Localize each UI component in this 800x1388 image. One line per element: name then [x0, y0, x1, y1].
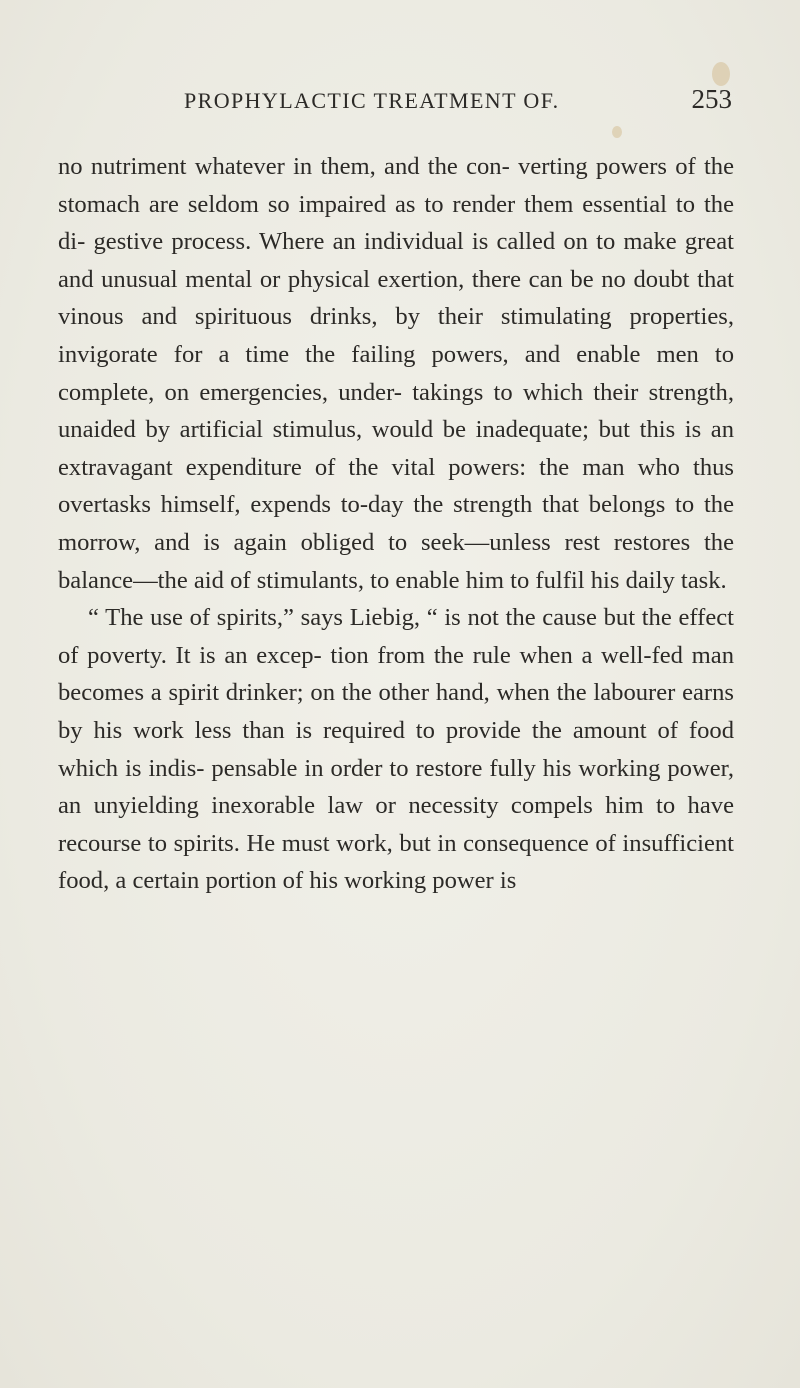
- page-number: 253: [691, 84, 732, 114]
- running-head: PROPHYLACTIC TREATMENT OF.: [184, 88, 560, 113]
- paper-stain: [612, 126, 622, 138]
- page-header: [140, 84, 732, 120]
- body-text: [58, 148, 734, 900]
- paper-stain: [712, 62, 730, 86]
- paragraph: no nutriment whatever in them, and the con- verting powers of the stomach are seldom so impaired as to render them essential to the di- gestive process. Where an individual is called on to make great and unusual mental or physical exertion, there can be no doubt that vinous and spirituous drinks, by their stimulating properties, invigorate for a time the failing powers, and enable men to complete, on emergencies, under- takings to which their strength, unaided by artificial stimulus, would be inadequate; but this is an extravagant expenditure of the vital powers: the man who thus overtasks himself, expends to-day the strength that belongs to the morrow, and is again obliged to seek—unless rest restores the balance—the aid of stimulants, to enable him to fulfil his daily task.: [58, 153, 734, 594]
- paragraph: “ The use of spirits,” says Liebig, “ is not the cause but the effect of poverty. It is an excep- tion from the rule when a well-fed man becomes a spirit drinker; on the other hand, when the labourer earns by his work less than is required to provide the amount of food which is indis- pensable in order to restore fully his working power, an unyielding inexorable law or necessity compels him to have recourse to spirits. He must work, but in consequence of insufficient food, a certain portion of his working power is: [58, 604, 734, 895]
